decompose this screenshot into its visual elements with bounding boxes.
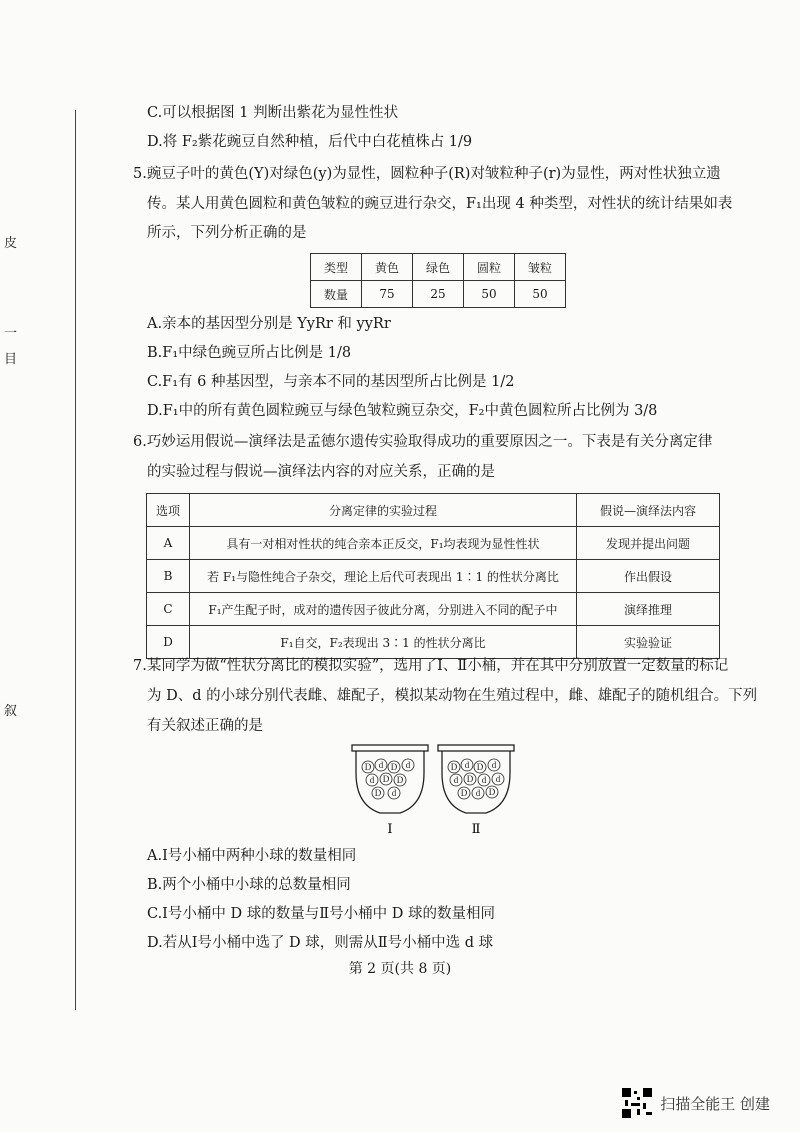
q5-cell: 75 [362,281,413,308]
q6-header-cell: 选项 [147,494,190,527]
svg-text:d: d [378,760,384,770]
q6-cell: 具有一对相对性状的纯合亲本正反交，F₁均表现为显性性状 [190,527,577,560]
svg-text:D: D [460,788,468,798]
scanner-stamp [622,1088,770,1118]
svg-text:D: D [382,774,390,784]
q6-cell: F₁产生配子时，成对的遗传因子彼此分离，分别进入不同的配子中 [190,593,577,626]
q6-cell: C [147,593,190,626]
scanner-stamp-text: 扫描全能王 创建 [660,1094,770,1113]
svg-text:D: D [390,762,398,772]
margin-char-3: 目 [4,352,18,367]
q5-stem-3: 所示，下列分析正确的是 [147,225,307,241]
q7-stem-1: 7.某同学为做“性状分离比的模拟实验”，选用了Ⅰ、Ⅱ小桶，并在其中分别放置一定数量的标记 [133,658,729,674]
qr-code-icon [622,1088,652,1118]
q5-header-cell: 圆粒 [464,254,515,281]
svg-text:d: d [391,788,397,798]
q7-option-a: A.Ⅰ号小桶中两种小球的数量相同 [147,848,357,864]
q5-header-cell: 类型 [311,254,362,281]
q5-header-cell: 黄色 [362,254,413,281]
q5-table [310,253,566,308]
q6-stem-1: 6.巧妙运用假说—演绎法是孟德尔遗传实验取得成功的重要原因之一。下表是有关分离定律 [133,434,713,450]
q5-stem-1: 5.豌豆子叶的黄色(Y)对绿色(y)为显性，圆粒种子(R)对皱粒种子(r)为显性，两对性状独立遗 [133,166,721,182]
q5-cell: 50 [515,281,566,308]
q6-cell: D [147,626,190,659]
q7-option-d: D.若从Ⅰ号小桶中选了 D 球，则需从Ⅱ号小桶中选 d 球 [147,935,494,951]
binding-line [75,110,76,1010]
q6-stem-2: 的实验过程与假说—演绎法内容的对应关系，正确的是 [147,464,495,480]
svg-text:d: d [481,775,487,785]
svg-text:D: D [466,774,474,784]
svg-text:d: d [495,774,501,784]
q6-header-cell: 假说—演绎法内容 [577,494,720,527]
q7-option-b: B.两个小桶中小球的总数量相同 [147,877,351,893]
page-footer: 第 2 页(共 8 页) [348,961,452,977]
q5-cell: 50 [464,281,515,308]
q5-cell: 25 [413,281,464,308]
bucket-1 [352,745,428,813]
q6-header-cell: 分离定律的实验过程 [190,494,577,527]
svg-text:d: d [464,760,470,770]
q4-option-c: C.可以根据图 1 判断出紫花为显性性状 [147,105,399,121]
margin-char-2: 一 [4,326,18,341]
q5-cell: 数量 [311,281,362,308]
q7-option-c: C.Ⅰ号小桶中 D 球的数量与Ⅱ号小桶中 D 球的数量相同 [147,906,495,922]
q5-option-b: B.F₁中绿色豌豆所占比例是 1/8 [147,345,352,361]
svg-text:D: D [374,788,382,798]
svg-text:D: D [396,775,404,785]
q5-header-cell: 绿色 [413,254,464,281]
bucket-figure [350,743,520,838]
q6-cell: B [147,560,190,593]
svg-text:d: d [491,760,497,770]
q5-stem-2: 传。某人用黄色圆粒和黄色皱粒的豌豆进行杂交，F₁出现 4 种类型，对性状的统计结果如表 [147,196,733,212]
q6-cell: 作出假设 [577,560,720,593]
q5-option-d: D.F₁中的所有黄色圆粒豌豆与绿色皱粒豌豆杂交，F₂中黄色圆粒所占比例为 3/8 [147,403,658,419]
svg-text:D: D [488,787,496,797]
q5-header-cell: 皱粒 [515,254,566,281]
svg-text:D: D [364,762,372,772]
q5-option-c: C.F₁有 6 种基因型，与亲本不同的基因型所占比例是 1/2 [147,374,515,390]
bucket-2-label: Ⅱ [471,822,481,837]
q7-stem-2: 为 D、d 的小球分别代表雌、雄配子，模拟某动物在生殖过程中，雌、雄配子的随机组合。下列 [147,688,758,704]
svg-text:D: D [450,762,458,772]
svg-text:d: d [475,788,481,798]
q6-cell: 实验验证 [577,626,720,659]
svg-text:D: D [476,762,484,772]
q6-table [146,493,720,659]
q6-cell: 若 F₁与隐性纯合子杂交，理论上后代可表现出 1∶1 的性状分离比 [190,560,577,593]
q7-stem-3: 有关叙述正确的是 [147,718,263,734]
svg-text:d: d [453,775,459,785]
margin-char-4: 叙 [4,704,18,719]
svg-text:d: d [369,775,375,785]
bucket-1-label: Ⅰ [387,822,393,837]
margin-char-1: 皮 [4,236,18,251]
q5-option-a: A.亲本的基因型分别是 YyRr 和 yyRr [147,316,391,332]
q6-cell: 发现并提出问题 [577,527,720,560]
q6-cell: 演绎推理 [577,593,720,626]
q4-option-d: D.将 F₂紫花豌豆自然种植，后代中白花植株占 1/9 [147,134,473,150]
svg-text:d: d [405,760,411,770]
q6-cell: A [147,527,190,560]
q6-cell: F₁自交，F₂表现出 3∶1 的性状分离比 [190,626,577,659]
